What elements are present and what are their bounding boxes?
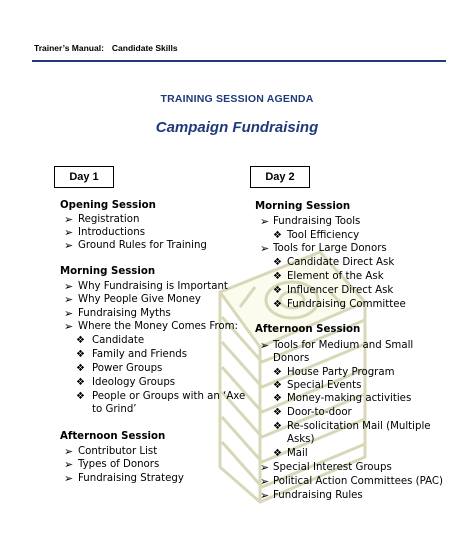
- list-item: Ground Rules for Training: [78, 240, 207, 251]
- diamond-bullet-icon: ❖: [76, 335, 85, 346]
- arrow-bullet-icon: ➢: [64, 307, 74, 320]
- arrow-bullet-icon: ➢: [260, 475, 270, 488]
- list-item: Fundraising Strategy: [78, 473, 184, 484]
- arrow-bullet-icon: ➢: [260, 242, 270, 255]
- list-item: Tools for Medium and Small: [273, 340, 414, 351]
- list-item: Tools for Large Donors: [273, 243, 387, 254]
- list-item-continued: Donors: [273, 353, 310, 364]
- header-manual-label: Trainer’s Manual:: [34, 43, 104, 53]
- diamond-bullet-icon: ❖: [76, 349, 85, 360]
- sub-list-item: Mail: [287, 448, 308, 459]
- diamond-bullet-icon: ❖: [273, 407, 282, 418]
- list-item: Where the Money Comes From:: [78, 321, 238, 332]
- sub-list-item: Tool Efficiency: [287, 230, 360, 241]
- sub-list-item: Candidate Direct Ask: [287, 257, 395, 268]
- arrow-bullet-icon: ➢: [64, 226, 74, 239]
- arrow-bullet-icon: ➢: [260, 215, 270, 228]
- diamond-bullet-icon: ❖: [273, 380, 282, 391]
- sub-list-item-continued: Asks): [287, 434, 315, 445]
- list-item: Fundraising Tools: [273, 216, 361, 227]
- agenda-title: Campaign Fundraising: [155, 119, 319, 136]
- diamond-bullet-icon: ❖: [273, 299, 282, 310]
- sub-list-item: Family and Friends: [92, 349, 188, 360]
- list-item: Types of Donors: [78, 459, 160, 470]
- diamond-bullet-icon: ❖: [273, 230, 282, 241]
- sub-list-item: Influencer Direct Ask: [287, 285, 394, 296]
- header-section-label: Candidate Skills: [111, 43, 178, 53]
- arrow-bullet-icon: ➢: [64, 280, 74, 293]
- arrow-bullet-icon: ➢: [64, 213, 74, 226]
- sub-list-item: Door-to-door: [287, 407, 352, 418]
- header-divider: [32, 60, 446, 62]
- diamond-bullet-icon: ❖: [76, 377, 85, 388]
- sub-list-item: Power Groups: [92, 363, 163, 374]
- arrow-bullet-icon: ➢: [64, 445, 74, 458]
- diamond-bullet-icon: ❖: [76, 391, 85, 402]
- arrow-bullet-icon: ➢: [64, 472, 74, 485]
- sub-list-item: Fundraising Committee: [287, 299, 406, 310]
- diamond-bullet-icon: ❖: [273, 421, 282, 432]
- diamond-bullet-icon: ❖: [273, 271, 282, 282]
- arrow-bullet-icon: ➢: [260, 489, 270, 502]
- diamond-bullet-icon: ❖: [273, 285, 282, 296]
- sub-list-item: Special Events: [287, 380, 362, 391]
- list-item: Political Action Committees (PAC): [273, 476, 443, 487]
- diamond-bullet-icon: ❖: [273, 448, 282, 459]
- list-item: Introductions: [78, 227, 145, 238]
- list-item: Fundraising Rules: [273, 490, 363, 501]
- day1-opening-heading: Opening Session: [60, 200, 156, 211]
- sub-list-item: House Party Program: [287, 367, 395, 378]
- list-item: Contributor List: [78, 446, 158, 457]
- list-item: Fundraising Myths: [78, 308, 171, 319]
- day2-afternoon-heading: Afternoon Session: [255, 324, 361, 335]
- arrow-bullet-icon: ➢: [64, 293, 74, 306]
- list-item: Registration: [78, 214, 140, 225]
- day2-box: Day 2: [250, 166, 310, 188]
- arrow-bullet-icon: ➢: [64, 320, 74, 333]
- day1-morning-heading: Morning Session: [60, 266, 156, 277]
- list-item: Why People Give Money: [78, 294, 201, 305]
- sub-list-item-continued: to Grind’: [92, 404, 137, 415]
- arrow-bullet-icon: ➢: [64, 458, 74, 471]
- arrow-bullet-icon: ➢: [260, 461, 270, 474]
- list-item: Why Fundraising is Important: [78, 281, 228, 292]
- agenda-subtitle: TRAINING SESSION AGENDA: [160, 93, 314, 105]
- diamond-bullet-icon: ❖: [273, 393, 282, 404]
- sub-list-item: People or Groups with an ‘Axe: [92, 391, 246, 402]
- day1-box: Day 1: [54, 166, 114, 188]
- arrow-bullet-icon: ➢: [64, 239, 74, 252]
- sub-list-item: Candidate: [92, 335, 145, 346]
- arrow-bullet-icon: ➢: [260, 339, 270, 352]
- diamond-bullet-icon: ❖: [273, 367, 282, 378]
- sub-list-item: Money-making activities: [287, 393, 412, 404]
- day1-afternoon-heading: Afternoon Session: [60, 431, 166, 442]
- sub-list-item: Element of the Ask: [287, 271, 384, 282]
- diamond-bullet-icon: ❖: [273, 257, 282, 268]
- sub-list-item: Ideology Groups: [92, 377, 176, 388]
- page-header: [34, 43, 178, 53]
- day2-morning-heading: Morning Session: [255, 201, 351, 212]
- diamond-bullet-icon: ❖: [76, 363, 85, 374]
- sub-list-item: Re-solicitation Mail (Multiple: [287, 421, 431, 432]
- list-item: Special Interest Groups: [273, 462, 392, 473]
